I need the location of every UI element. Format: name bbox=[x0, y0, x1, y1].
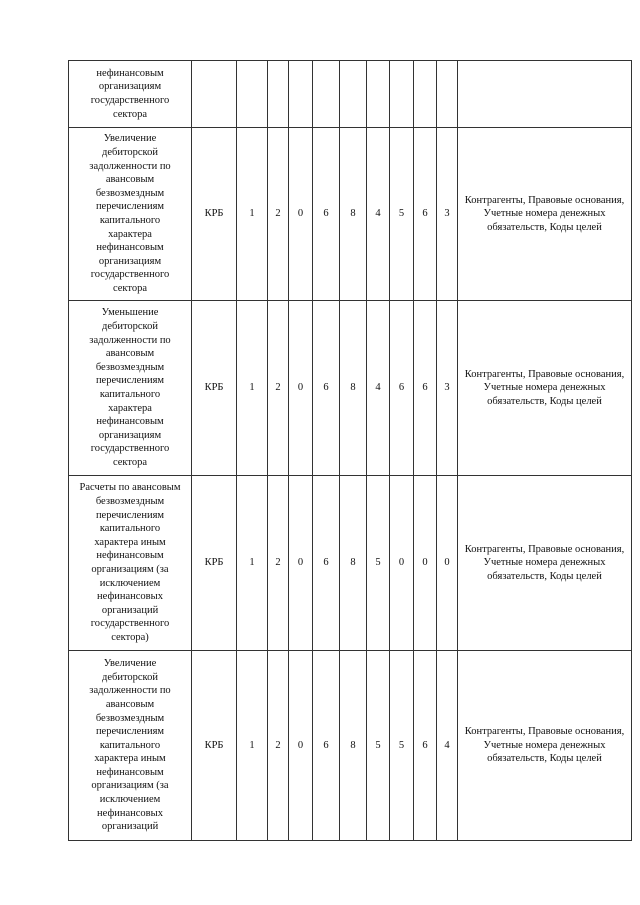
digit-cell bbox=[437, 61, 458, 128]
table-row bbox=[69, 128, 632, 301]
digit-cell bbox=[390, 61, 414, 128]
digit-cell: 4 bbox=[367, 128, 390, 301]
digit-cell: 6 bbox=[313, 128, 340, 301]
digit-cell: 8 bbox=[340, 651, 367, 841]
digit-cell: 2 bbox=[268, 301, 289, 476]
account-name-cell: Расчеты по авансовым безвозмездным перечислениям капитального характера иным нефинансовым организациям (за исключением нефинансовых организаций государственного сектора) bbox=[69, 476, 192, 651]
digit-cell: 4 bbox=[437, 651, 458, 841]
table-row bbox=[69, 476, 632, 651]
analytics-cell: Контрагенты, Правовые основания, Учетные номера денежных обязательств, Коды целей bbox=[458, 476, 632, 651]
digit-cell: 4 bbox=[367, 301, 390, 476]
digit-cell: 0 bbox=[390, 476, 414, 651]
digit-cell: 0 bbox=[414, 476, 437, 651]
digit-cell: 8 bbox=[340, 128, 367, 301]
digit-cell: 6 bbox=[414, 301, 437, 476]
table-row bbox=[69, 651, 632, 841]
digit-cell: 6 bbox=[313, 651, 340, 841]
digit-cell: 5 bbox=[390, 128, 414, 301]
digit-cell bbox=[268, 61, 289, 128]
digit-cell bbox=[237, 61, 268, 128]
digit-cell: 3 bbox=[437, 128, 458, 301]
digit-cell: 1 bbox=[237, 128, 268, 301]
digit-cell: 1 bbox=[237, 651, 268, 841]
digit-cell: 8 bbox=[340, 301, 367, 476]
account-name-cell: Увеличение дебиторской задолженности по авансовым безвозмездным перечислениям капитального характера нефинансовым организациям государственного сектора bbox=[69, 128, 192, 301]
digit-cell: 0 bbox=[289, 476, 313, 651]
digit-cell: 1 bbox=[237, 476, 268, 651]
analytics-cell: Контрагенты, Правовые основания, Учетные номера денежных обязательств, Коды целей bbox=[458, 651, 632, 841]
accounts-table bbox=[68, 60, 632, 841]
digit-cell: 1 bbox=[237, 301, 268, 476]
book-cell: КРБ bbox=[192, 128, 237, 301]
account-name-cell: Увеличение дебиторской задолженности по авансовым безвозмездным перечислениям капитального характера иным нефинансовым организациям (за исключением нефинансовых организаций bbox=[69, 651, 192, 841]
digit-cell: 3 bbox=[437, 301, 458, 476]
analytics-cell bbox=[458, 61, 632, 128]
book-cell: КРБ bbox=[192, 651, 237, 841]
digit-cell: 2 bbox=[268, 128, 289, 301]
digit-cell: 6 bbox=[414, 128, 437, 301]
digit-cell: 6 bbox=[390, 301, 414, 476]
digit-cell: 6 bbox=[313, 476, 340, 651]
account-name-cell: Уменьшение дебиторской задолженности по авансовым безвозмездным перечислениям капитального характера нефинансовым организациям государственного сектора bbox=[69, 301, 192, 476]
digit-cell: 2 bbox=[268, 651, 289, 841]
digit-cell: 2 bbox=[268, 476, 289, 651]
account-name-cell: нефинансовым организациям государственного сектора bbox=[69, 61, 192, 128]
book-cell: КРБ bbox=[192, 301, 237, 476]
digit-cell: 5 bbox=[390, 651, 414, 841]
digit-cell bbox=[289, 61, 313, 128]
book-cell bbox=[192, 61, 237, 128]
digit-cell: 0 bbox=[289, 301, 313, 476]
book-cell: КРБ bbox=[192, 476, 237, 651]
table-row bbox=[69, 301, 632, 476]
digit-cell bbox=[367, 61, 390, 128]
digit-cell: 0 bbox=[289, 128, 313, 301]
digit-cell: 6 bbox=[414, 651, 437, 841]
digit-cell bbox=[313, 61, 340, 128]
digit-cell bbox=[414, 61, 437, 128]
table-row bbox=[69, 61, 632, 128]
analytics-cell: Контрагенты, Правовые основания, Учетные номера денежных обязательств, Коды целей bbox=[458, 301, 632, 476]
digit-cell bbox=[340, 61, 367, 128]
digit-cell: 6 bbox=[313, 301, 340, 476]
digit-cell: 5 bbox=[367, 476, 390, 651]
digit-cell: 5 bbox=[367, 651, 390, 841]
digit-cell: 0 bbox=[437, 476, 458, 651]
digit-cell: 0 bbox=[289, 651, 313, 841]
analytics-cell: Контрагенты, Правовые основания, Учетные номера денежных обязательств, Коды целей bbox=[458, 128, 632, 301]
digit-cell: 8 bbox=[340, 476, 367, 651]
